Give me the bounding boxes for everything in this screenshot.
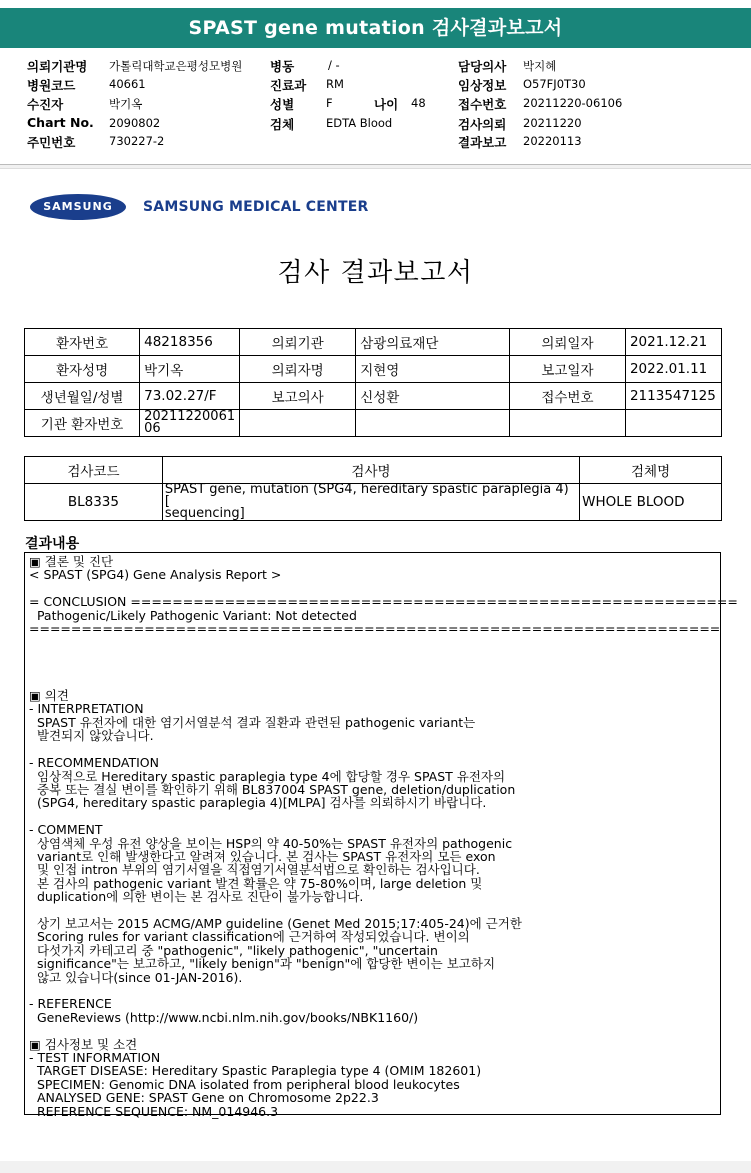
table-cell: 신성환	[356, 383, 510, 410]
info-label: 성별	[270, 97, 295, 112]
info-value: F	[326, 96, 333, 110]
info-label: Chart No.	[27, 115, 94, 130]
table-row	[25, 383, 722, 410]
table-cell: BL8335	[25, 484, 163, 521]
table-cell: 2021.12.21	[625, 329, 721, 356]
info-value: / -	[328, 58, 340, 72]
info-value: 20211220	[523, 116, 582, 130]
table-cell: 생년월일/성별	[25, 383, 140, 410]
table-cell: 기관 환자번호	[25, 410, 140, 437]
info-label: 접수번호	[458, 97, 507, 112]
report-document	[0, 168, 751, 1161]
table-cell: 20211220061 06	[140, 410, 240, 437]
table-row	[25, 329, 722, 356]
info-value: 2090802	[109, 116, 161, 130]
table-cell: 보고의사	[240, 383, 356, 410]
info-value: 박기옥	[109, 97, 143, 111]
info-label: 주민번호	[27, 135, 76, 150]
info-label: 임상정보	[458, 78, 507, 93]
table-cell: 보고일자	[509, 356, 625, 383]
table-cell: 지현영	[356, 356, 510, 383]
info-label: 검체	[270, 117, 295, 132]
test-info-table	[24, 456, 722, 521]
table-cell: 환자번호	[25, 329, 140, 356]
patient-info-table	[24, 328, 722, 437]
table-cell: 의뢰자명	[240, 356, 356, 383]
info-value: EDTA Blood	[326, 116, 393, 130]
table-row	[25, 410, 722, 437]
info-label: 담당의사	[458, 59, 507, 74]
table-header-cell: 검사코드	[25, 457, 163, 484]
table-cell: 의뢰기관	[240, 329, 356, 356]
table-cell: 73.02.27/F	[140, 383, 240, 410]
table-cell: 박기옥	[140, 356, 240, 383]
hospital-name: SAMSUNG MEDICAL CENTER	[143, 199, 369, 215]
table-header-row	[25, 457, 722, 484]
table-row	[25, 356, 722, 383]
info-value: 40661	[109, 77, 146, 91]
results-heading: 결과내용	[25, 536, 80, 552]
table-cell: 2113547125	[625, 383, 721, 410]
info-label: 수진자	[27, 97, 64, 112]
table-cell: 환자성명	[25, 356, 140, 383]
table-cell: 접수번호	[509, 383, 625, 410]
info-value: 730227-2	[109, 134, 165, 148]
info-label: 결과보고	[458, 135, 507, 150]
info-value: 가톨릭대학교은평성모병원	[109, 59, 243, 73]
table-cell: 삼광의료재단	[356, 329, 510, 356]
page-title: SPAST gene mutation 검사결과보고서	[0, 8, 751, 48]
info-label: 병원코드	[27, 78, 76, 93]
table-cell	[509, 410, 625, 437]
top-strip	[0, 0, 751, 8]
table-cell	[240, 410, 356, 437]
table-header-cell: 검체명	[580, 457, 722, 484]
table-cell: SPAST gene, mutation (SPG4, hereditary spastic paraplegia 4) [ sequencing]	[162, 484, 579, 521]
table-cell: WHOLE BLOOD	[580, 484, 722, 521]
info-value: 20220113	[523, 134, 582, 148]
info-label: 검사의뢰	[458, 117, 507, 132]
info-label: 병동	[270, 59, 295, 74]
info-value: O57FJ0T30	[523, 77, 586, 91]
results-content-box	[24, 552, 738, 1119]
info-label: 나이	[374, 97, 399, 112]
table-header-cell: 검사명	[162, 457, 579, 484]
info-value: 박지혜	[523, 59, 557, 73]
table-cell	[625, 410, 721, 437]
info-value: 48	[411, 96, 426, 110]
table-cell	[356, 410, 510, 437]
info-value: 20211220-06106	[523, 96, 623, 110]
table-cell: 48218356	[140, 329, 240, 356]
table-cell: 2022.01.11	[625, 356, 721, 383]
results-body-text: ▣ 결론 및 진단 < SPAST (SPG4) Gene Analysis Report > = CONCLUSION ========================================================== Pathogenic/Likely Pathogenic Variant: Not detected ================================================================== ▣ 의견 - INTERPRETATION SPAST 유전자에 대한 염기서열분석 결과 질환과 관련된 pathogenic variant는 발견되지 않았습니다. - RECOMMENDATION 임상적으로 Hereditary spastic paraplegia type 4에 합당할 경우 SPAST 유전자의 중복 또는 결실 변이를 확인하기 위해 BL837004 SPAST gene, deletion/duplication (SPG4, hereditary spastic paraplegia 4)[MLPA] 검사를 의뢰하시기 바랍니다. - COMMENT 상염색체 우성 유전 양상을 보이는 HSP의 약 40-50%는 SPAST 유전자의 pathogenic variant로 인해 발생한다고 알려져 있습니다. 본 검사는 SPAST 유전자의 모든 exon 및 인접 intron 부위의 염기서열을 직접염기서열분석법으로 확인하는 검사입니다. 본 검사의 pathogenic variant 발견 확률은 약 75-80%이며, large deletion 및 duplication에 의한 변이는 본 검사로 진단이 불가능합니다. 상기 보고서는 2015 ACMG/AMP guideline (Genet Med 2015;17:405-24)에 근거한 Scoring rules for variant classification에 근거하여 작성되었습니다. 변이의 다섯가지 카테고리 중 "pathogenic", "likely pathogenic", "uncertain significance"는 보고하고, "likely benign"과 "benign"에 합당한 변이는 보고하지 않고 있습니다(since 01-JAN-2016). - REFERENCE GeneReviews (http://www.ncbi.nlm.nih.gov/books/NBK1160/) ▣ 검사정보 및 소견 - TEST INFORMATION TARGET DISEASE: Hereditary Spastic Paraplegia type 4 (OMIM 182601) SPECIMEN: Genomic DNA isolated from peripheral blood leukocytes ANALYSED GENE: SPAST Gene on Chromosome 2p22.3 REFERENCE SEQUENCE: NM_014946.3	[29, 554, 738, 1119]
request-info-panel	[0, 48, 751, 165]
info-label: 진료과	[270, 78, 307, 93]
table-cell: 의뢰일자	[509, 329, 625, 356]
table-row	[25, 484, 722, 521]
report-title: 검사 결과보고서	[277, 258, 474, 288]
info-label: 의뢰기관명	[27, 59, 88, 74]
info-value: RM	[326, 77, 344, 91]
samsung-logo-badge: SAMSUNG	[30, 194, 126, 220]
